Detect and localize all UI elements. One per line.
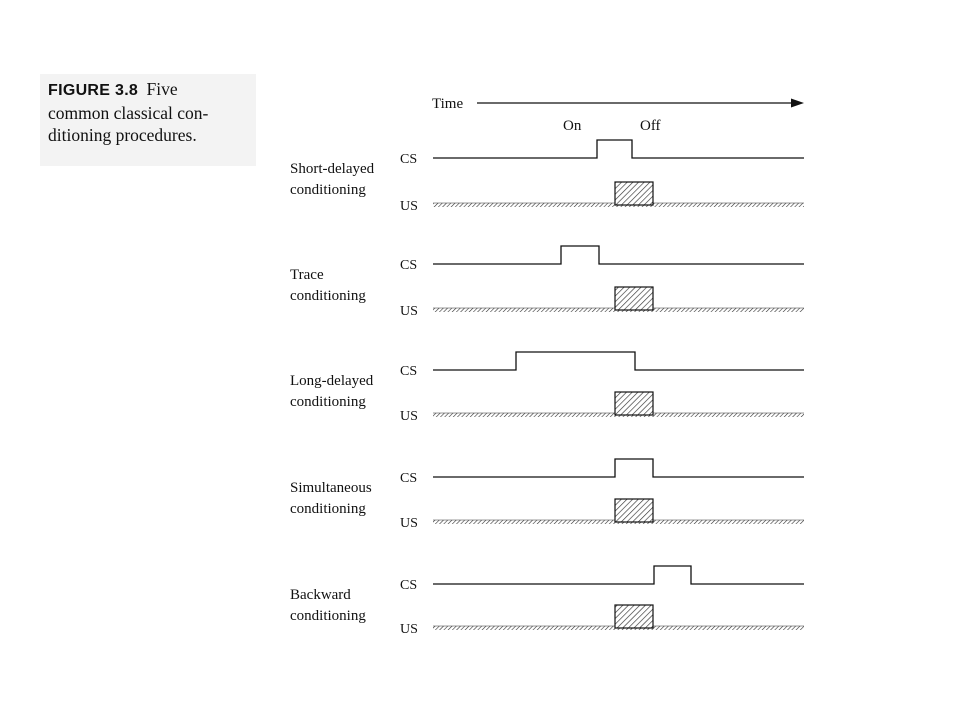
caption-line-3: ditioning procedures. [48,125,197,145]
caption-line-1: Five [146,79,178,99]
us-pulse [615,182,653,205]
time-label: Time [432,96,464,112]
cs-label: CS [400,578,418,593]
off-label: Off [640,118,661,134]
procedure-long-delayed [290,352,804,424]
us-pulse [615,392,653,415]
cs-waveform [433,459,804,477]
procedure-name-long-delayed: Long-delayed [290,373,374,389]
procedure-subname-backward: conditioning [290,608,366,624]
cs-waveform [433,246,804,264]
us-label: US [400,304,418,319]
procedure-backward [290,566,804,637]
procedure-trace [290,246,804,319]
cs-label: CS [400,364,418,379]
cs-label: CS [400,258,418,273]
us-pulse [615,499,653,522]
cs-waveform [433,352,804,370]
procedure-subname-short-delayed: conditioning [290,182,366,198]
us-label: US [400,409,418,424]
procedure-subname-long-delayed: conditioning [290,394,366,410]
cs-label: CS [400,471,418,486]
figure-label: FIGURE 3.8 [48,82,139,99]
procedure-subname-simultaneous: conditioning [290,501,366,517]
procedure-name-simultaneous: Simultaneous [290,480,372,496]
procedure-short-delayed [290,140,804,214]
procedure-name-trace: Trace [290,267,324,283]
procedures-group [290,140,804,637]
caption-line-2: common classical con- [48,103,209,123]
on-label: On [563,118,582,134]
cs-label: CS [400,152,418,167]
cs-waveform [433,566,804,584]
us-label: US [400,516,418,531]
time-arrow-icon [791,99,804,108]
procedure-name-backward: Backward [290,587,351,603]
us-label: US [400,199,418,214]
us-pulse [615,287,653,310]
cs-waveform [433,140,804,158]
us-pulse [615,605,653,628]
procedure-name-short-delayed: Short-delayed [290,161,375,177]
us-label: US [400,622,418,637]
procedure-simultaneous [290,459,804,531]
procedure-subname-trace: conditioning [290,288,366,304]
